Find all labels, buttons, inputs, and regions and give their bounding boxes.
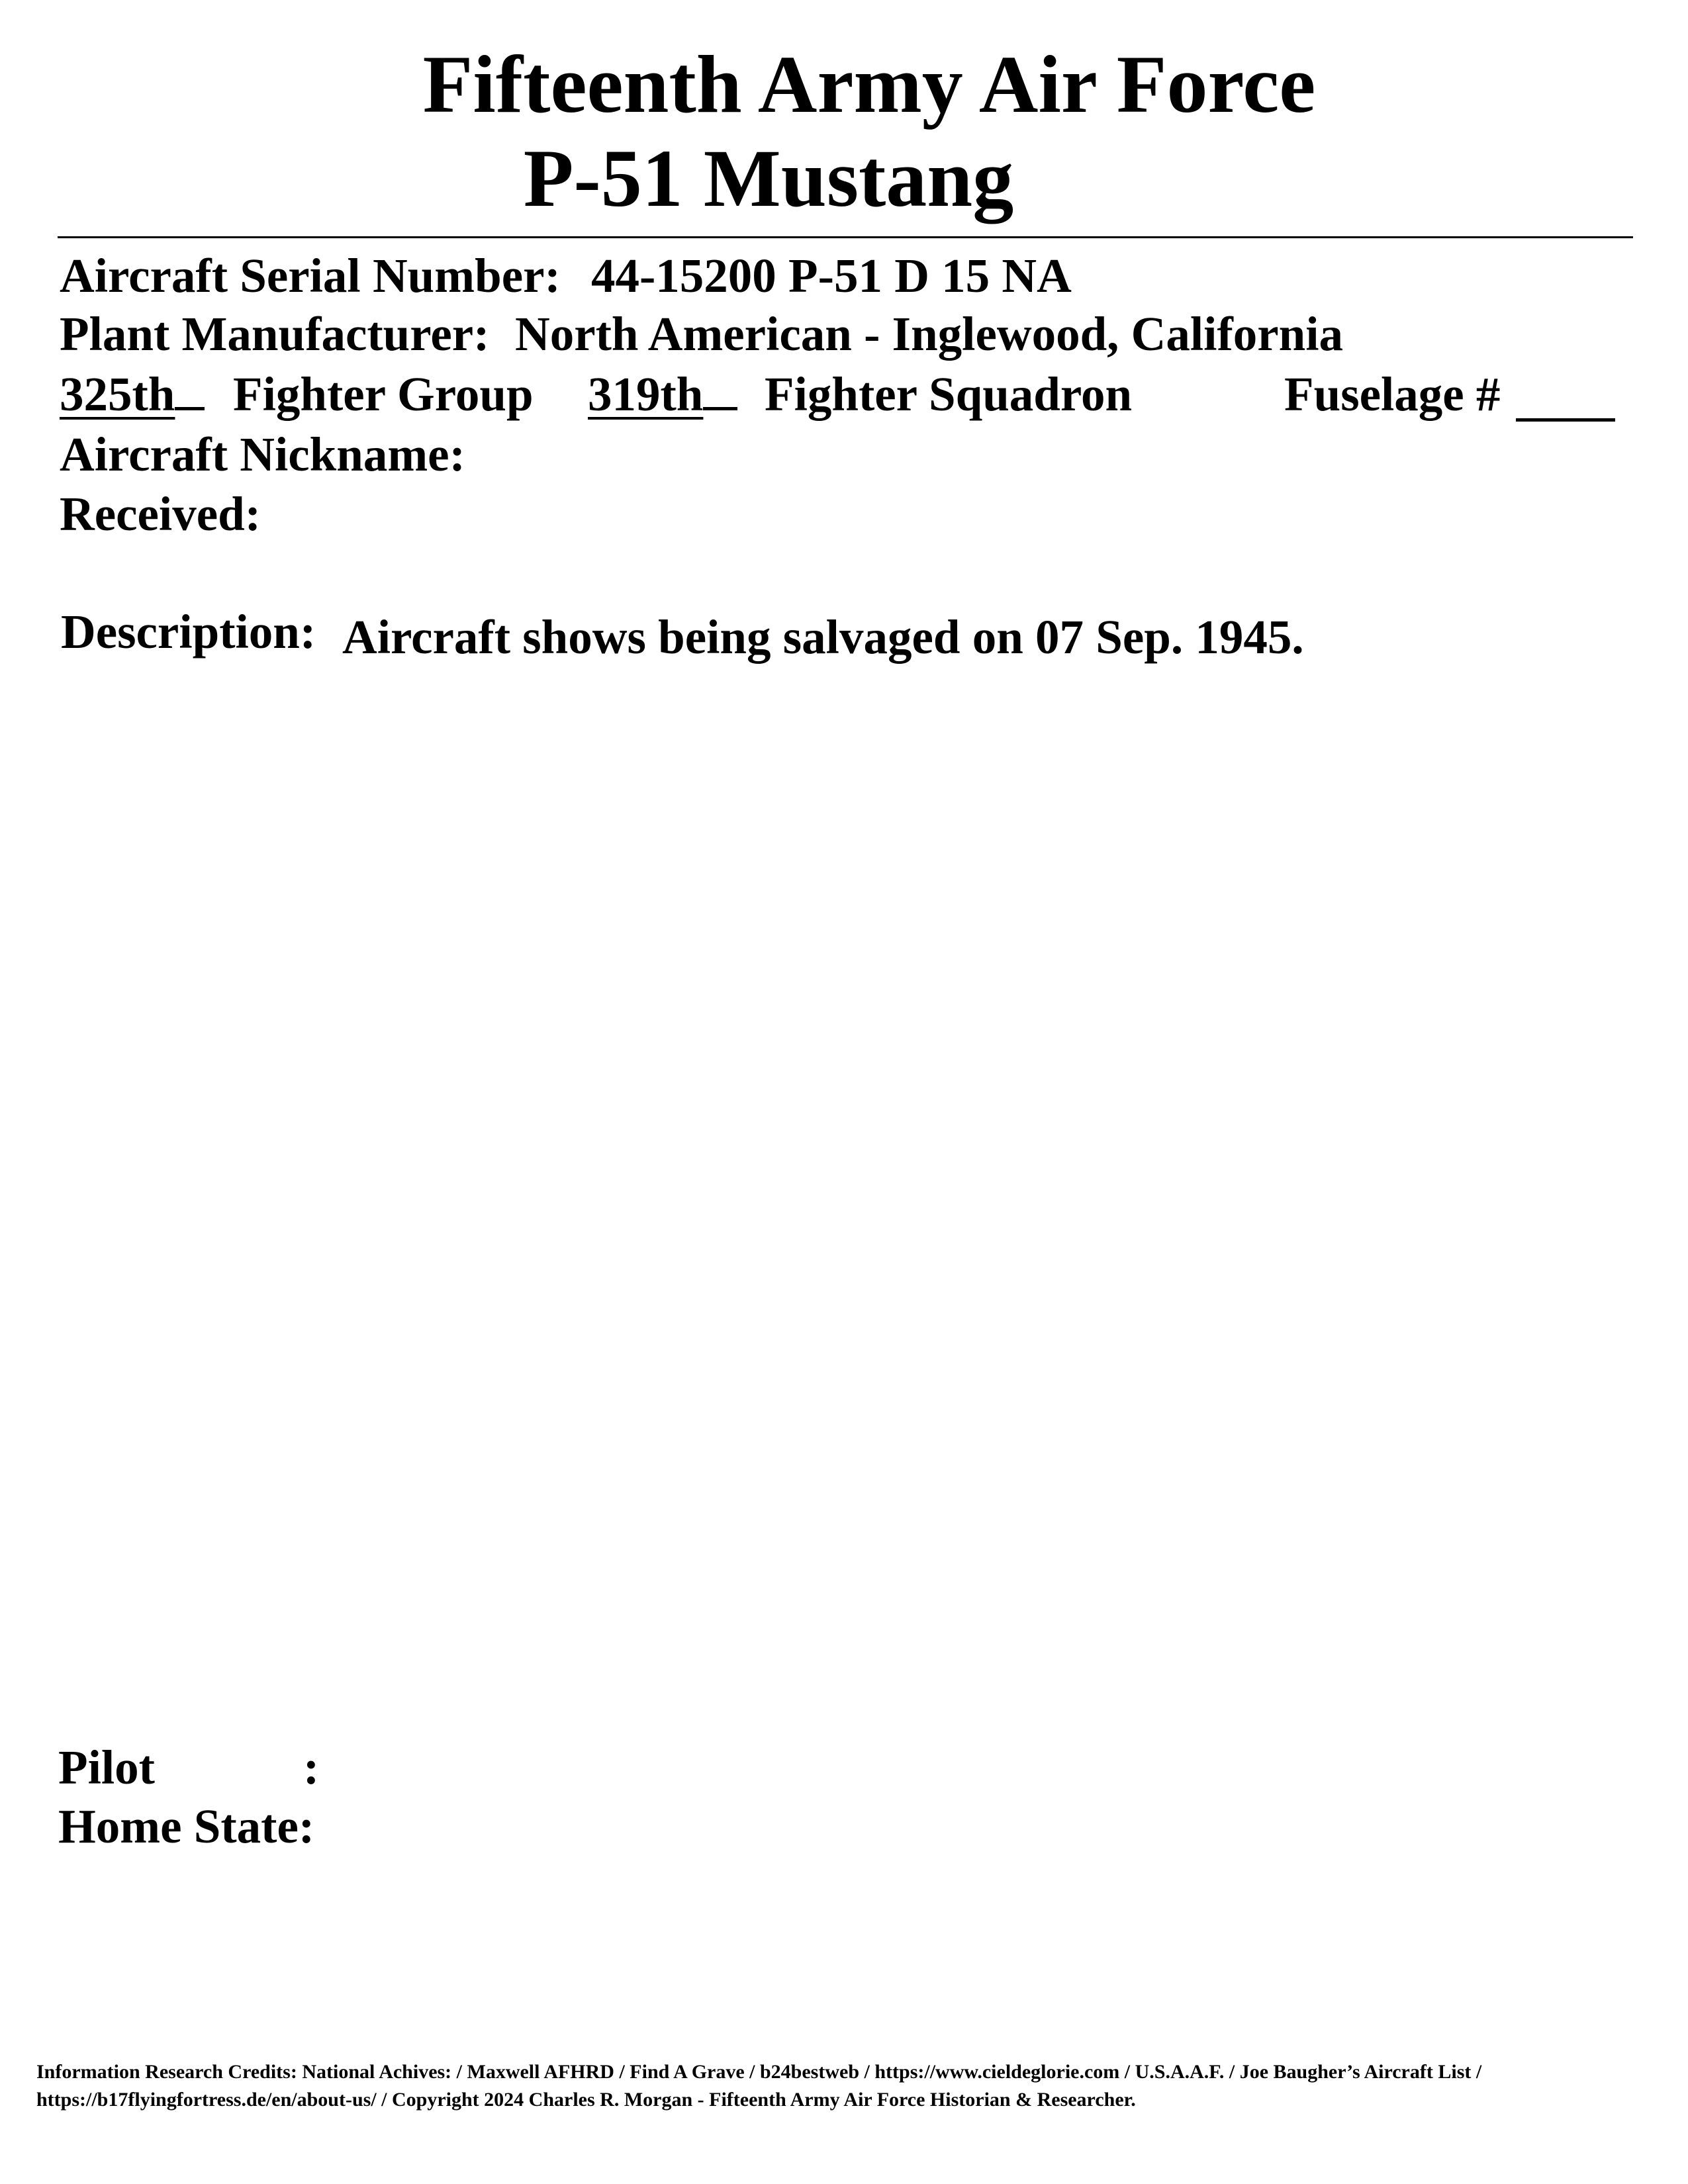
fuselage-label: Fuselage #: [1284, 367, 1501, 421]
page-title: Fifteenth Army Air Force: [422, 39, 1316, 130]
squadron-blank-line: [703, 367, 737, 410]
pilot-colon: :: [303, 1741, 320, 1794]
serial-value: 44-15200 P-51 D 15 NA: [591, 249, 1072, 302]
footer-credits-line-1: Information Research Credits: National Achives: / Maxwell AFHRD / Find A Grave / b24bestweb / https://www.cieldeglorie.com / U.S.A.A.F. / Joe Baugher’s Aircraft List /: [36, 2061, 1482, 2083]
footer-credits-line-2: https://b17flyingfortress.de/en/about-us/ / Copyright 2024 Charles R. Morgan - Fifteenth Army Air Force Historian & Researcher.: [36, 2089, 1136, 2111]
aircraft-type-title: P-51 Mustang: [523, 133, 1014, 224]
fighter-squadron-row: [588, 366, 737, 423]
fighter-group-label: Fighter Group: [233, 367, 534, 421]
description-value: Aircraft shows being salvaged on 07 Sep. 1945.: [342, 610, 1304, 664]
received-label: Received:: [60, 487, 261, 541]
fighter-squadron-value: 319th: [588, 367, 704, 421]
header-divider: [58, 236, 1633, 238]
serial-label: Aircraft Serial Number:: [60, 249, 561, 302]
group-blank-line: [175, 367, 205, 410]
fighter-group-row: [60, 366, 205, 423]
description-label: Description:: [61, 605, 316, 659]
nickname-label: Aircraft Nickname:: [60, 428, 465, 481]
pilot-label: Pilot: [58, 1741, 155, 1794]
fighter-group-value: 325th: [60, 367, 175, 421]
home-state-label: Home State:: [58, 1799, 315, 1853]
manufacturer-value: North American - Inglewood, California: [515, 307, 1344, 361]
fighter-squadron-label: Fighter Squadron: [765, 367, 1133, 421]
manufacturer-label: Plant Manufacturer:: [60, 307, 490, 361]
fuselage-blank-line: [1516, 379, 1615, 422]
